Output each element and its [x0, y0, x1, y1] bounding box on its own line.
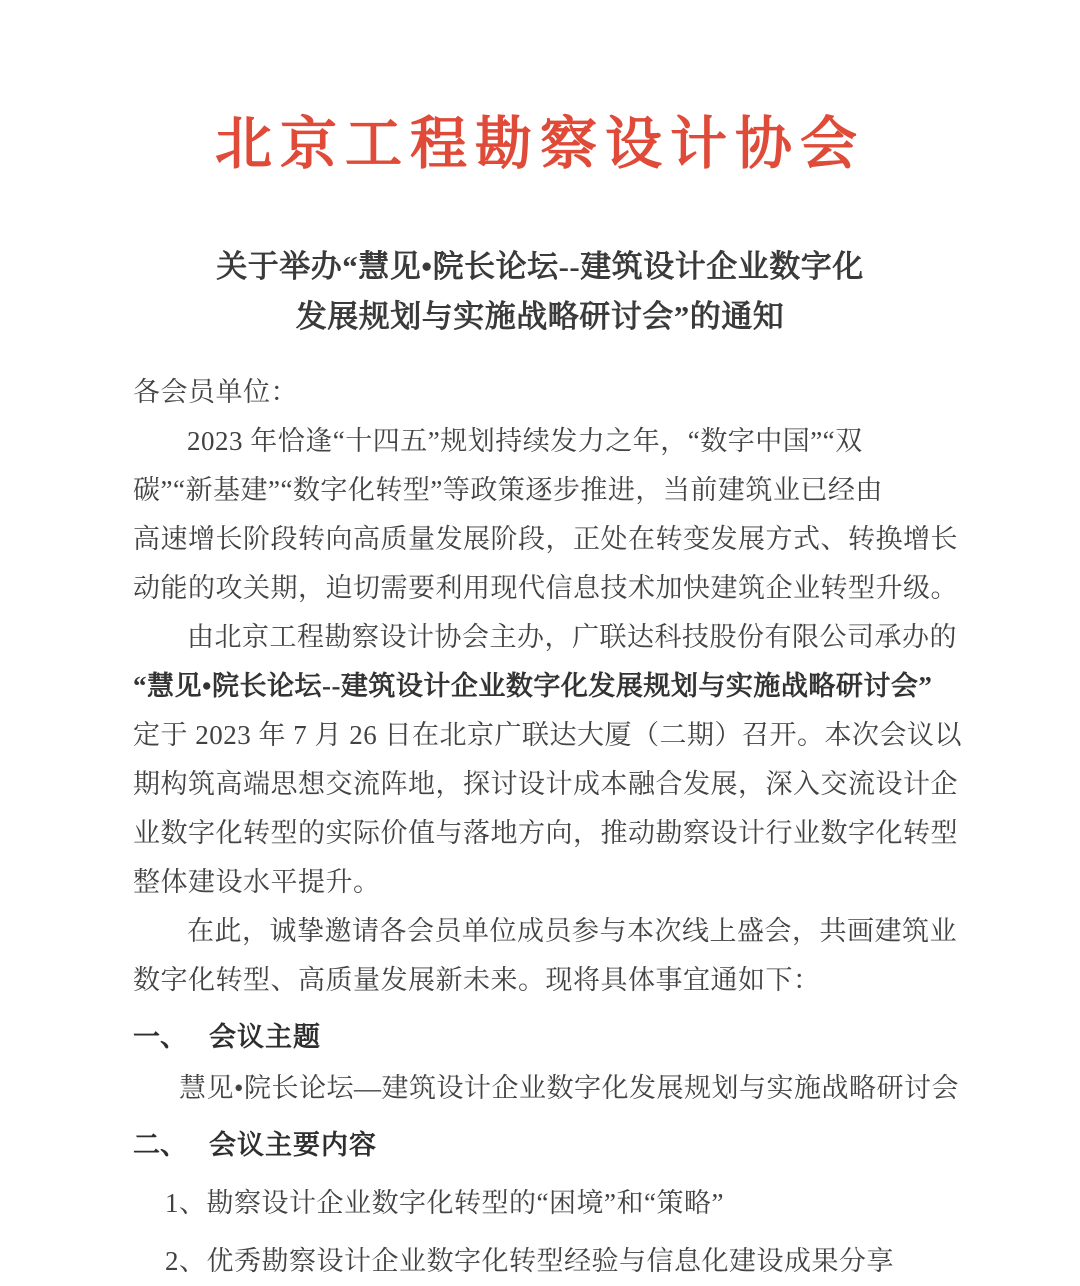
paragraph-2-line: 期构筑高端思想交流阵地，探讨设计成本融合发展，深入交流设计企	[133, 769, 958, 799]
paragraph-2-line: 由北京工程勘察设计协会主办，广联达科技股份有限公司承办的	[187, 622, 957, 652]
section-2-heading	[133, 1121, 960, 1170]
notice-body	[0, 368, 1080, 1286]
paragraph-1-line: 高速增长阶段转向高质量发展阶段，正处在转变发展方式、转换增长	[133, 524, 958, 554]
paragraph-1	[133, 417, 960, 613]
paragraph-2-line: 定于 2023 年 7 月 26 日在北京广联达大厦（二期）召开。本次会议以	[133, 720, 962, 750]
paragraph-2	[133, 613, 960, 907]
section-2-item-1: 1、勘察设计企业数字化转型的“困境”和“策略”	[165, 1188, 724, 1218]
paragraph-1-line: 碳”“新基建”“数字化转型”等政策逐步推进，当前建筑业已经由	[133, 475, 883, 505]
paragraph-3	[133, 907, 960, 1005]
notice-title-line-2: 发展规划与实施战略研讨会”的通知	[295, 299, 785, 334]
notice-title	[0, 242, 1080, 342]
notice-title-line-1: 关于举办“慧见•院长论坛--建筑设计企业数字化	[216, 249, 864, 284]
paragraph-1-line: 2023 年恰逢“十四五”规划持续发力之年，“数字中国”“双	[187, 426, 863, 456]
section-2-number: 二、	[133, 1130, 187, 1160]
section-1-title: 会议主题	[209, 1022, 321, 1052]
paragraph-2-line: 整体建设水平提升。	[133, 867, 381, 897]
section-1-heading	[133, 1013, 960, 1062]
section-2-item-2: 2、优秀勘察设计企业数字化转型经验与信息化建设成果分享	[165, 1246, 894, 1276]
letterhead-title: 北京工程勘察设计协会	[215, 113, 865, 176]
salutation: 各会员单位：	[133, 377, 298, 407]
paragraph-2-forum-name-bold: “慧见•院长论坛--建筑设计企业数字化发展规划与实施战略研讨会”	[133, 671, 933, 701]
paragraph-3-line: 在此，诚挚邀请各会员单位成员参与本次线上盛会，共画建筑业	[187, 916, 957, 946]
paragraph-1-line: 动能的攻关期，迫切需要利用现代信息技术加快建筑企业转型升级。	[133, 573, 958, 603]
section-1-number: 一、	[133, 1022, 187, 1052]
paragraph-2-line: 业数字化转型的实际价值与落地方向，推动勘察设计行业数字化转型	[133, 818, 958, 848]
section-2-title: 会议主要内容	[209, 1130, 377, 1160]
paragraph-3-line: 数字化转型、高质量发展新未来。现将具体事宜通如下：	[133, 965, 821, 995]
section-1-content: 慧见•院长论坛—建筑设计企业数字化发展规划与实施战略研讨会	[179, 1073, 959, 1103]
